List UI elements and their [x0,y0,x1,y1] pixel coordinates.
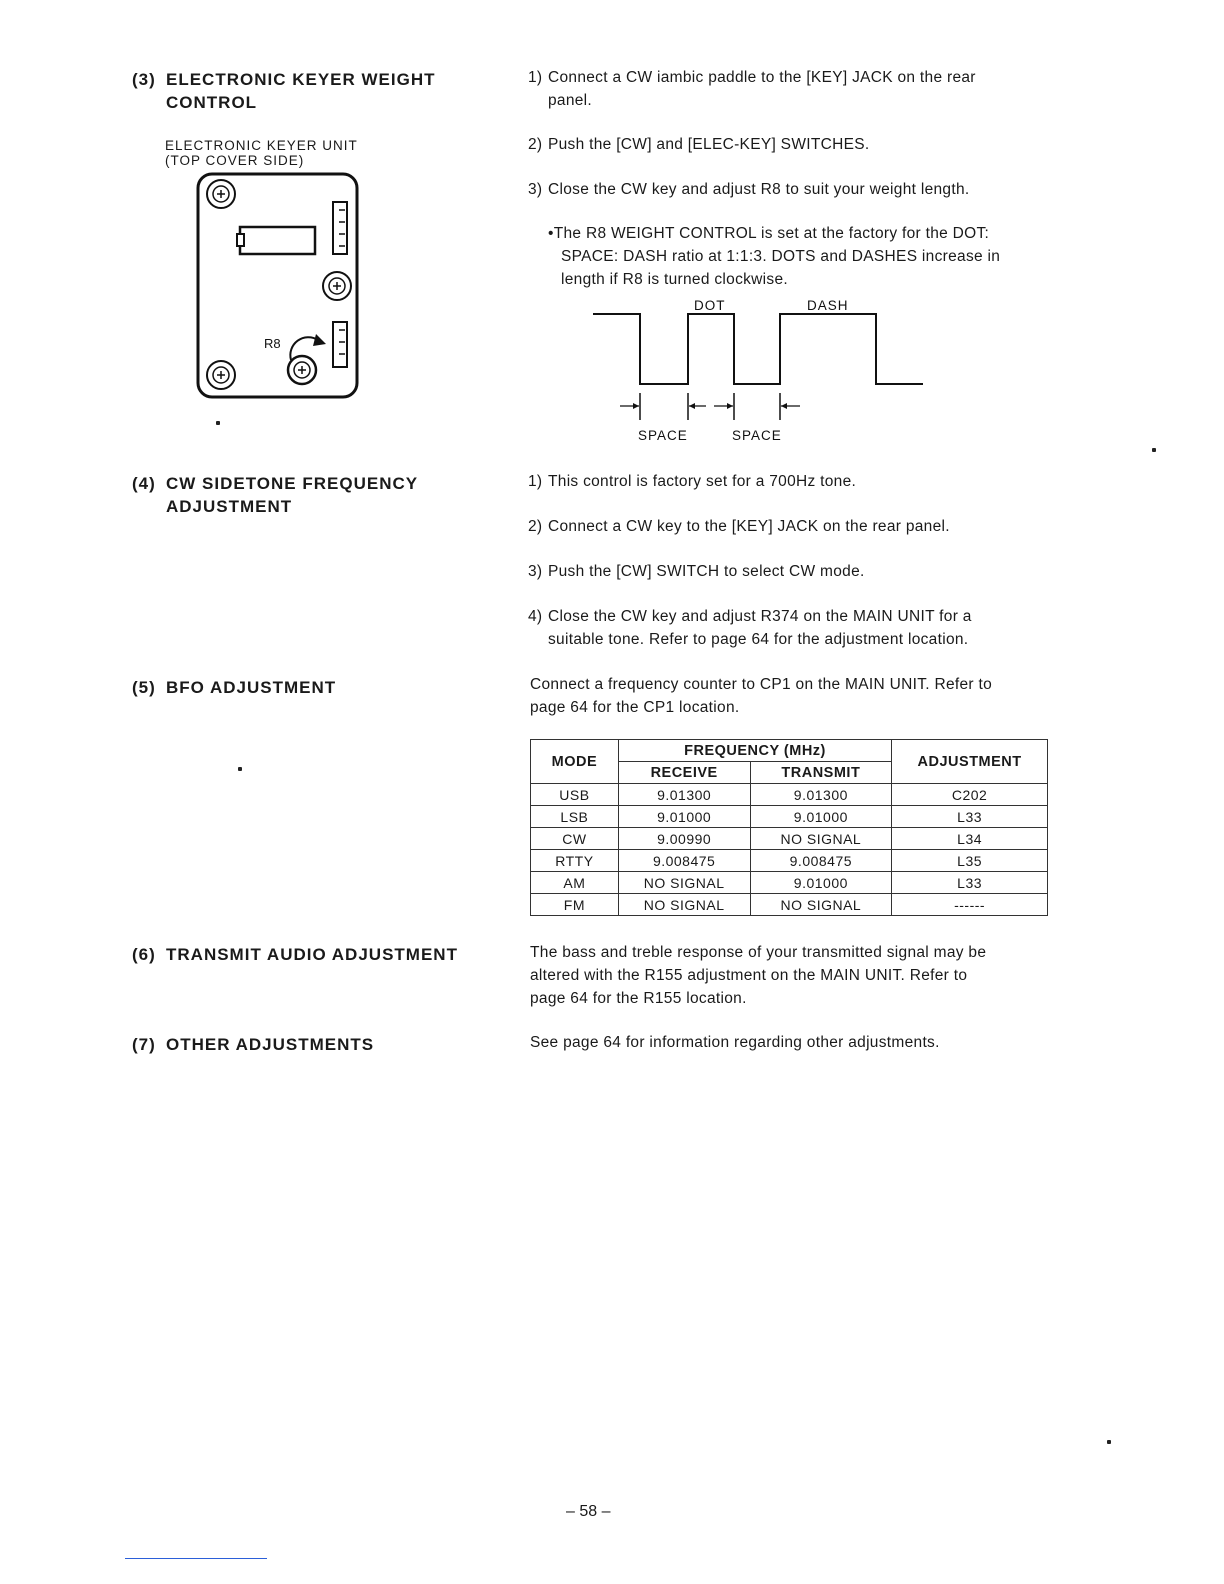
cell-adjustment: L34 [892,828,1048,850]
step-text: Close the CW key and adjust R374 on the MAIN UNIT for a [548,608,972,625]
audio-instructions [530,941,1060,1010]
connector-icon [333,202,347,254]
step-text: Push the [CW] and [ELEC-KEY] SWITCHES. [548,136,870,153]
cell-transmit: 9.008475 [750,850,892,872]
screw-icon [323,272,351,300]
cell-mode: LSB [531,806,619,828]
cell-receive: 9.01000 [618,806,750,828]
caption-line-2: (TOP COVER SIDE) [165,153,305,168]
section-number: (7) [132,1035,156,1054]
table-row [531,850,1048,872]
cw-timing-diagram [590,294,930,446]
cell-receive: 9.008475 [618,850,750,872]
cell-receive: 9.00990 [618,828,750,850]
section-number: (4) [132,474,156,493]
section-number: (3) [132,70,156,89]
caption-line-1: ELECTRONIC KEYER UNIT [165,138,358,153]
section-6-heading [132,943,458,966]
cell-adjustment: L33 [892,806,1048,828]
header-mode: MODE [531,740,619,784]
header-receive: RECEIVE [618,762,750,784]
step-item [528,560,1058,583]
step-item [528,605,1058,651]
cell-receive: NO SIGNAL [618,872,750,894]
table-row [531,828,1048,850]
section-5-heading [132,676,336,699]
step-text: Connect a CW key to the [KEY] JACK on the rear panel. [548,518,950,535]
note-line: length if R8 is turned clockwise. [561,271,788,288]
cell-mode: RTTY [531,850,619,872]
text-line: page 64 for the R155 location. [530,990,747,1007]
space-marker-right [714,393,800,420]
dash-label: DASH [807,298,849,313]
cell-mode: USB [531,784,619,806]
step-item [528,133,1058,156]
header-transmit: TRANSMIT [750,762,892,784]
space-marker-left [620,393,706,420]
cell-transmit: NO SIGNAL [750,894,892,916]
space-label: SPACE [638,428,688,443]
text-line: page 64 for the CP1 location. [530,699,740,716]
section-title: OTHER ADJUSTMENTS [166,1035,375,1054]
section-7-heading [132,1033,374,1056]
figure-caption [165,138,358,168]
table-row [531,872,1048,894]
cell-transmit: 9.01000 [750,872,892,894]
ic-chip-icon [237,227,315,254]
dot-label: DOT [694,298,726,313]
step-number: 1) [528,69,543,86]
r8-label: R8 [264,336,281,351]
speck-mark [216,421,220,425]
speck-mark [1152,448,1156,452]
header-adjustment: ADJUSTMENT [892,740,1048,784]
step-text-cont: panel. [548,92,593,109]
screw-icon [207,361,235,389]
header-frequency: FREQUENCY (MHz) [618,740,891,762]
section-title: CW SIDETONE FREQUENCY [166,474,419,493]
bfo-instructions [530,673,1060,719]
step-text-cont: suitable tone. Refer to page 64 for the adjustment location. [548,631,969,648]
cell-adjustment: L35 [892,850,1048,872]
text-line: The bass and treble response of your transmitted signal may be [530,944,987,961]
cell-adjustment: C202 [892,784,1048,806]
speck-mark [1107,1440,1111,1444]
step-item [528,515,1058,538]
weight-note [548,222,1058,291]
keyer-unit-diagram [196,172,362,402]
cell-mode: FM [531,894,619,916]
cell-transmit: NO SIGNAL [750,828,892,850]
cell-receive: 9.01300 [618,784,750,806]
note-bullet: • [548,225,554,242]
note-line: The R8 WEIGHT CONTROL is set at the factory for the DOT: [553,225,990,242]
step-number: 4) [528,608,543,625]
step-number: 1) [528,473,543,490]
section-title: BFO ADJUSTMENT [166,678,337,697]
waveform-line [593,314,923,384]
cell-adjustment: ------ [892,894,1048,916]
section-3-heading [132,68,436,114]
cell-mode: AM [531,872,619,894]
text-line: Connect a frequency counter to CP1 on the MAIN UNIT. Refer to [530,676,992,693]
cell-transmit: 9.01300 [750,784,892,806]
step-text: Close the CW key and adjust R8 to suit your weight length. [548,181,970,198]
section-4-heading [132,472,418,518]
step-text: Push the [CW] SWITCH to select CW mode. [548,563,865,580]
step-number: 2) [528,136,543,153]
divider-line [125,1558,267,1559]
step-text: This control is factory set for a 700Hz tone. [548,473,857,490]
space-label: SPACE [732,428,782,443]
speck-mark [238,767,242,771]
screw-icon [207,180,235,208]
section-title: ELECTRONIC KEYER WEIGHT [166,70,436,89]
table-row [531,806,1048,828]
step-item [528,66,1058,112]
section-number: (6) [132,945,156,964]
section-title: TRANSMIT AUDIO ADJUSTMENT [166,945,458,964]
step-number: 3) [528,563,543,580]
section-number: (5) [132,678,156,697]
r8-potentiometer-icon [288,356,316,384]
text-line: altered with the R155 adjustment on the MAIN UNIT. Refer to [530,967,968,984]
cell-transmit: 9.01000 [750,806,892,828]
step-number: 3) [528,181,543,198]
cell-adjustment: L33 [892,872,1048,894]
note-line: SPACE: DASH ratio at 1:1:3. DOTS and DASHES increase in [561,248,1001,265]
step-item [528,178,1058,201]
cell-mode: CW [531,828,619,850]
bfo-frequency-table [530,739,1048,916]
step-number: 2) [528,518,543,535]
table-row [531,784,1048,806]
step-text: Connect a CW iambic paddle to the [KEY] JACK on the rear [548,69,976,86]
section-title-cont: ADJUSTMENT [166,497,293,516]
cell-receive: NO SIGNAL [618,894,750,916]
page-number: – 58 – [566,1503,611,1520]
step-item [528,470,1058,493]
connector-icon [333,322,347,367]
table-row [531,894,1048,916]
other-adjustments-text: See page 64 for information regarding other adjustments. [530,1034,940,1051]
section-title-cont: CONTROL [166,93,258,112]
